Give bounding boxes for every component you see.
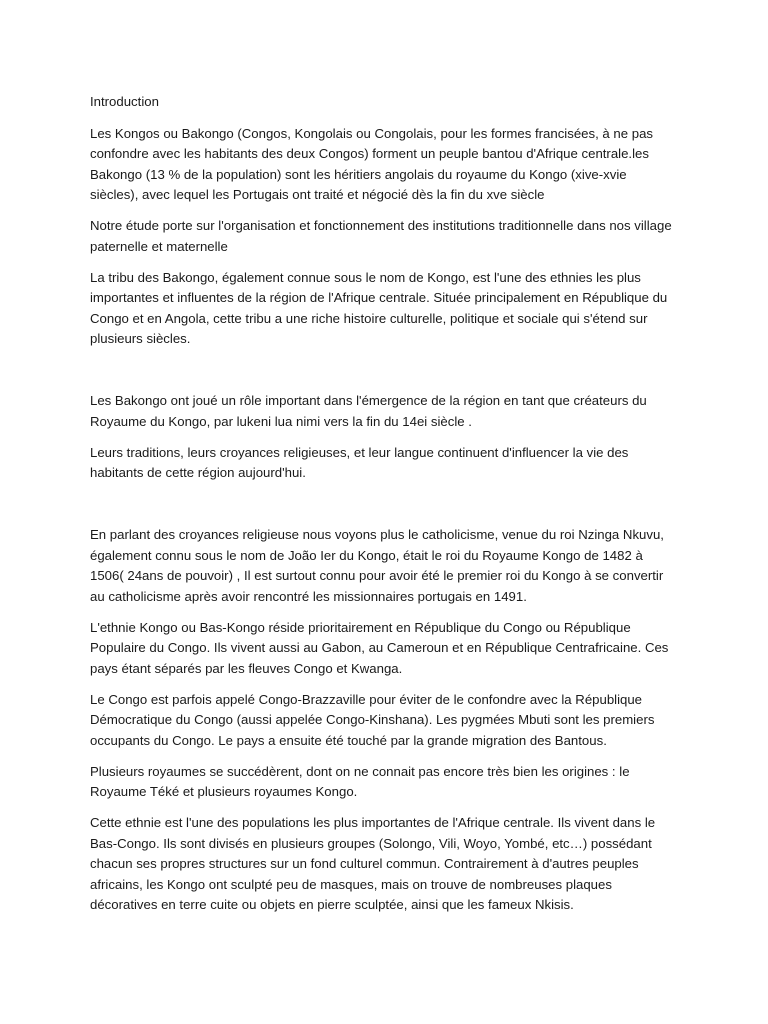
paragraph-8: Le Congo est parfois appelé Congo-Brazzaville pour éviter de le confondre avec la République Démocratique du Congo (aussi appelée Congo-Kinshana). Les pygmées Mbuti sont les premiers occupants du Congo. Le pays a ensuite été touché par la grande migration des Bantous.: [90, 691, 655, 748]
paragraph-1: Les Kongos ou Bakongo (Congos, Kongolais ou Congolais, pour les formes francisées, à ne pas confondre avec les habitants des deux Congos) forment un peuple bantou d'Afrique centrale.les Bakongo (13 % de la population) sont les héritiers angolais du royaume du Kongo (xive-xvie siècles), avec lequel les Portugais ont traité et négocié dès la fin du xve siècle: [90, 125, 654, 202]
paragraph-2: Notre étude porte sur l'organisation et fonctionnement des institutions traditionnelle dans nos village paternelle et maternelle: [90, 218, 672, 254]
paragraph-10: Cette ethnie est l'une des populations les plus importantes de l'Afrique centrale. Ils vivent dans le Bas-Congo. Ils sont divisés en plusieurs groupes (Solongo, Vili, Woyo, Yombé, etc…) possédant chacun ses propres structures sur un fond culturel commun. Contrairement à d'autres peuples africains, les Kongo ont sculpté peu de masques, mais on trouve de nombreuses plaques décoratives en terre cuite ou objets en pierre sculptée, ainsi que les fameux Nkisis.: [90, 815, 656, 912]
blank-line: [90, 360, 678, 381]
paragraph-5: Leurs traditions, leurs croyances religieuses, et leur langue continuent d'influencer la vie des habitants de cette région aujourd'hui.: [90, 444, 629, 480]
paragraph-7: L'ethnie Kongo ou Bas-Kongo réside prioritairement en République du Congo ou République Populaire du Congo. Ils vivent aussi au Gabon, au Cameroun et en République Centrafricaine. Ces pays étant séparés par les fleuves Congo et Kwanga.: [90, 619, 669, 676]
paragraph-6: En parlant des croyances religieuse nous voyons plus le catholicisme, venue du roi Nzinga Nkuvu, également connu sous le nom de João Ier du Kongo, était le roi du Royaume Kongo de 1482 à 1506( 24ans de pouvoir) , Il est surtout connu pour avoir été le premier roi du Kongo à se convertir au catholicisme après avoir rencontré les missionnaires portugais en 1491.: [90, 527, 664, 604]
document-body: [90, 92, 678, 926]
paragraph-4: Les Bakongo ont joué un rôle important dans l'émergence de la région en tant que créateurs du Royaume du Kongo, par lukeni lua nimi vers la fin du 14ei siècle .: [90, 393, 647, 429]
document-heading: Introduction: [90, 94, 159, 109]
paragraph-3: La tribu des Bakongo, également connue sous le nom de Kongo, est l'une des ethnies les plus importantes et influentes de la région de l'Afrique centrale. Située principalement en République du Congo et en Angola, cette tribu a une riche histoire culturelle, politique et sociale qui s'étend sur plusieurs siècles.: [90, 269, 668, 346]
paragraph-9: Plusieurs royaumes se succédèrent, dont on ne connait pas encore très bien les origines : le Royaume Téké et plusieurs royaumes Kongo.: [90, 763, 630, 799]
blank-line: [90, 494, 678, 515]
